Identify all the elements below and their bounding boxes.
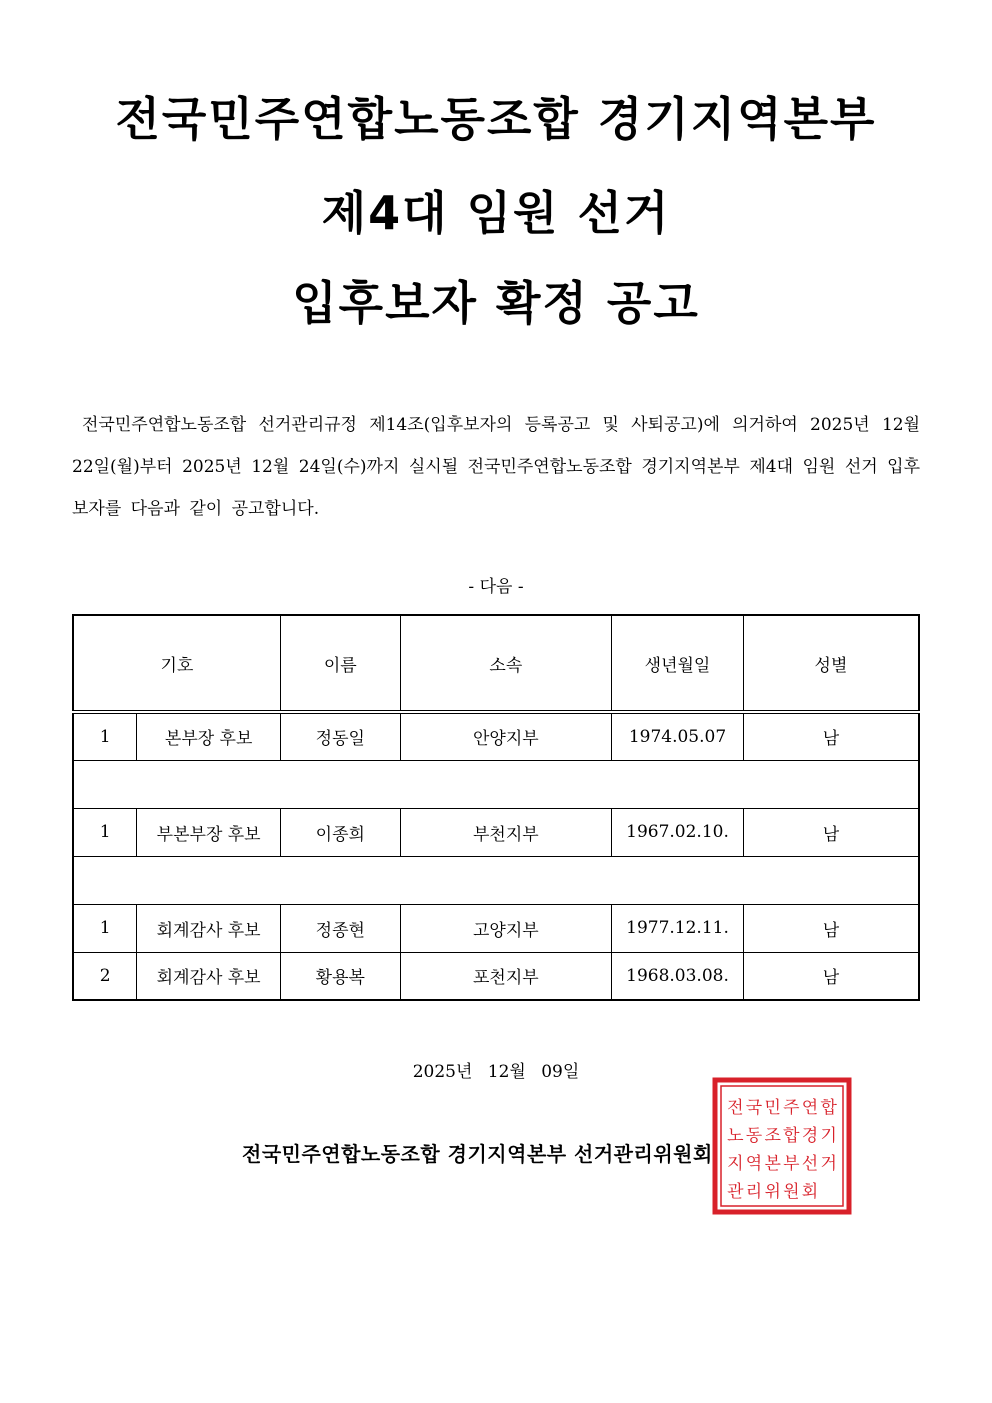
seal-glyph: 본 bbox=[764, 1153, 781, 1174]
seal-glyph: 노 bbox=[727, 1125, 744, 1146]
seal-glyph: 전 bbox=[727, 1097, 744, 1118]
header-branch: 소속 bbox=[400, 615, 611, 712]
section-label: - 다음 - bbox=[468, 577, 524, 597]
cell-name: 황용복 bbox=[280, 952, 400, 1000]
seal-glyph: 원 bbox=[783, 1181, 800, 1202]
cell-birthdate: 1967.02.10. bbox=[612, 808, 744, 856]
cell-gender: 남 bbox=[743, 808, 919, 856]
document-title-line2: 제4대 임원 선거 bbox=[321, 186, 671, 240]
seal-glyph: 합 bbox=[820, 1097, 837, 1118]
seal-glyph: 기 bbox=[820, 1125, 837, 1146]
seal-glyph: 역 bbox=[745, 1153, 763, 1174]
document-title-line3: 입후보자 확정 공고 bbox=[292, 276, 700, 330]
cell-gender: 남 bbox=[743, 712, 919, 760]
cell-name: 이종희 bbox=[280, 808, 400, 856]
seal-glyph: 합 bbox=[783, 1125, 800, 1146]
cell-number: 2 bbox=[73, 952, 137, 1000]
cell-birthdate: 1977.12.11. bbox=[612, 904, 744, 952]
document-title-line1: 전국민주연합노동조합 경기지역본부 bbox=[115, 92, 877, 146]
cell-name: 정동일 bbox=[280, 712, 400, 760]
table-spacer-row bbox=[73, 856, 919, 904]
seal-glyph: 부 bbox=[783, 1153, 800, 1174]
header-number: 기호 bbox=[73, 615, 280, 712]
cell-branch: 안양지부 bbox=[400, 712, 611, 760]
seal-glyph: 회 bbox=[801, 1181, 819, 1202]
issue-date: 2025년 12월 09일 bbox=[412, 1062, 580, 1082]
seal-glyph: 리 bbox=[745, 1181, 763, 1202]
cell-number: 1 bbox=[73, 712, 137, 760]
seal-glyph: 위 bbox=[764, 1181, 781, 1202]
table-row bbox=[73, 952, 919, 1000]
seal-glyph: 동 bbox=[745, 1125, 763, 1146]
cell-position: 본부장 후보 bbox=[137, 712, 281, 760]
table-row bbox=[73, 904, 919, 952]
spacer-cell bbox=[73, 856, 919, 904]
cell-position: 회계감사 후보 bbox=[137, 952, 281, 1000]
spacer-cell bbox=[73, 760, 919, 808]
seal-glyph: 거 bbox=[820, 1153, 837, 1174]
cell-gender: 남 bbox=[743, 952, 919, 1000]
header-name: 이름 bbox=[280, 615, 400, 712]
table-header-row bbox=[73, 615, 919, 712]
cell-number: 1 bbox=[73, 904, 137, 952]
seal-glyph: 관 bbox=[727, 1181, 744, 1202]
seal-glyph: 조 bbox=[764, 1125, 781, 1146]
table-spacer-row bbox=[73, 760, 919, 808]
table-row bbox=[73, 808, 919, 856]
seal-glyph: 경 bbox=[801, 1125, 819, 1146]
seal-glyph: 민 bbox=[764, 1097, 781, 1118]
cell-gender: 남 bbox=[743, 904, 919, 952]
cell-branch: 포천지부 bbox=[400, 952, 611, 1000]
seal-glyph: 국 bbox=[745, 1097, 763, 1118]
cell-position: 회계감사 후보 bbox=[137, 904, 281, 952]
cell-birthdate: 1968.03.08. bbox=[612, 952, 744, 1000]
table-row bbox=[73, 712, 919, 760]
candidate-table bbox=[72, 614, 920, 1001]
official-seal-icon bbox=[712, 1077, 852, 1215]
cell-name: 정종현 bbox=[280, 904, 400, 952]
cell-position: 부본부장 후보 bbox=[137, 808, 281, 856]
cell-birthdate: 1974.05.07 bbox=[612, 712, 744, 760]
seal-glyph: 주 bbox=[783, 1097, 800, 1118]
seal-glyph: 지 bbox=[727, 1153, 744, 1174]
cell-number: 1 bbox=[73, 808, 137, 856]
cell-branch: 부천지부 bbox=[400, 808, 611, 856]
notice-paragraph: 전국민주연합노동조합 선거관리규정 제14조(입후보자의 등록공고 및 사퇴공고)에 의거하여 2025년 12월 22일(월)부터 2025년 12월 24일(수)까지 실시될 전국민주연합노동조합 경기지역본부 제4대 임원 선거 입후보자를 다음과 같이 공고합니다. bbox=[72, 415, 920, 519]
header-birthdate: 생년월일 bbox=[612, 615, 744, 712]
seal-glyph: 연 bbox=[801, 1097, 819, 1118]
issuer-name: 전국민주연합노동조합 경기지역본부 선거관리위원회 bbox=[242, 1142, 713, 1166]
cell-branch: 고양지부 bbox=[400, 904, 611, 952]
header-gender: 성별 bbox=[743, 615, 919, 712]
seal-glyph: 선 bbox=[801, 1153, 819, 1174]
